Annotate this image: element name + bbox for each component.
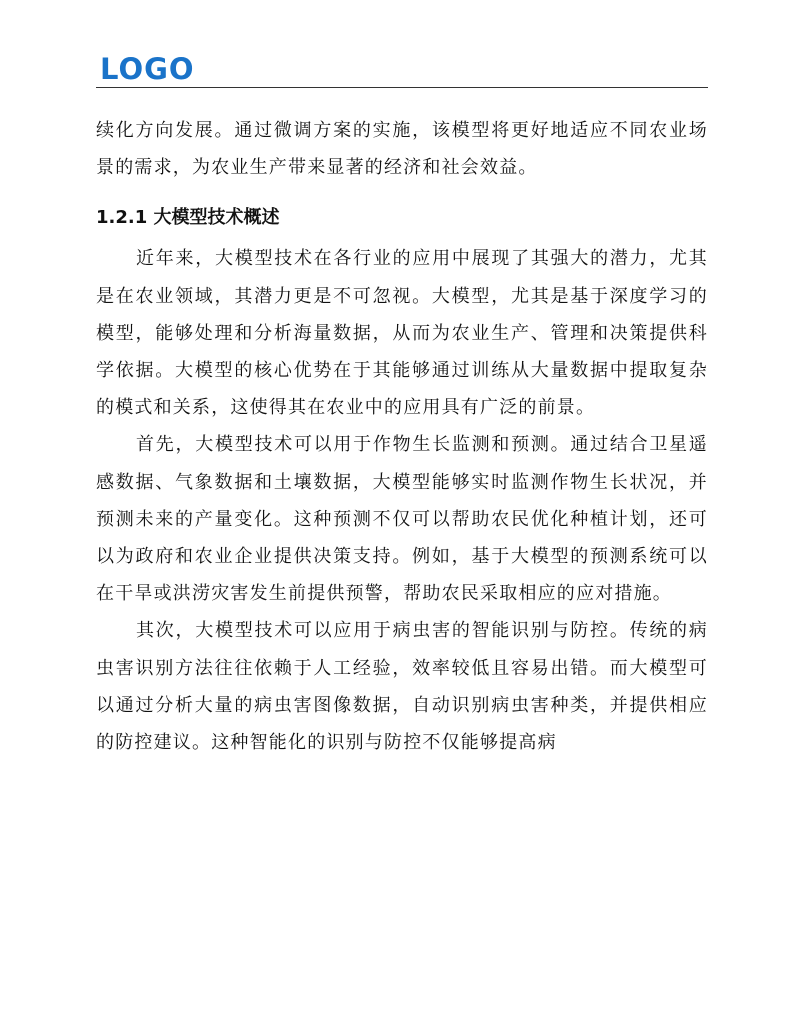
header-divider (96, 87, 708, 88)
logo: LOGO (100, 52, 195, 86)
paragraph-3: 其次，大模型技术可以应用于病虫害的智能识别与防控。传统的病虫害识别方法往往依赖于人工经验，效率较低且容易出错。而大模型可以通过分析大量的病虫害图像数据，自动识别病虫害种类，并提供相应的防控建议。这种智能化的识别与防控不仅能够提高病 (96, 620, 708, 754)
paragraph-1: 近年来，大模型技术在各行业的应用中展现了其强大的潜力，尤其是在农业领域，其潜力更是不可忽视。大模型，尤其是基于深度学习的模型，能够处理和分析海量数据，从而为农业生产、管理和决策提供科学依据。大模型的核心优势在于其能够通过训练从大量数据中提取复杂的模式和关系，这使得其在农业中的应用具有广泛的前景。 (96, 248, 708, 419)
paragraph-2: 首先，大模型技术可以用于作物生长监测和预测。通过结合卫星遥感数据、气象数据和土壤数据，大模型能够实时监测作物生长状况，并预测未来的产量变化。这种预测不仅可以帮助农民优化种植计划，还可以为政府和农业企业提供决策支持。例如，基于大模型的预测系统可以在干旱或洪涝灾害发生前提供预警，帮助农民采取相应的应对措施。 (96, 434, 708, 605)
section-heading: 1.2.1 大模型技术概述 (96, 207, 280, 229)
continuation-paragraph: 续化方向发展。通过微调方案的实施，该模型将更好地适应不同农业场景的需求，为农业生产带来显著的经济和社会效益。 (96, 120, 708, 179)
document-body (96, 112, 708, 761)
page-header (96, 50, 708, 88)
